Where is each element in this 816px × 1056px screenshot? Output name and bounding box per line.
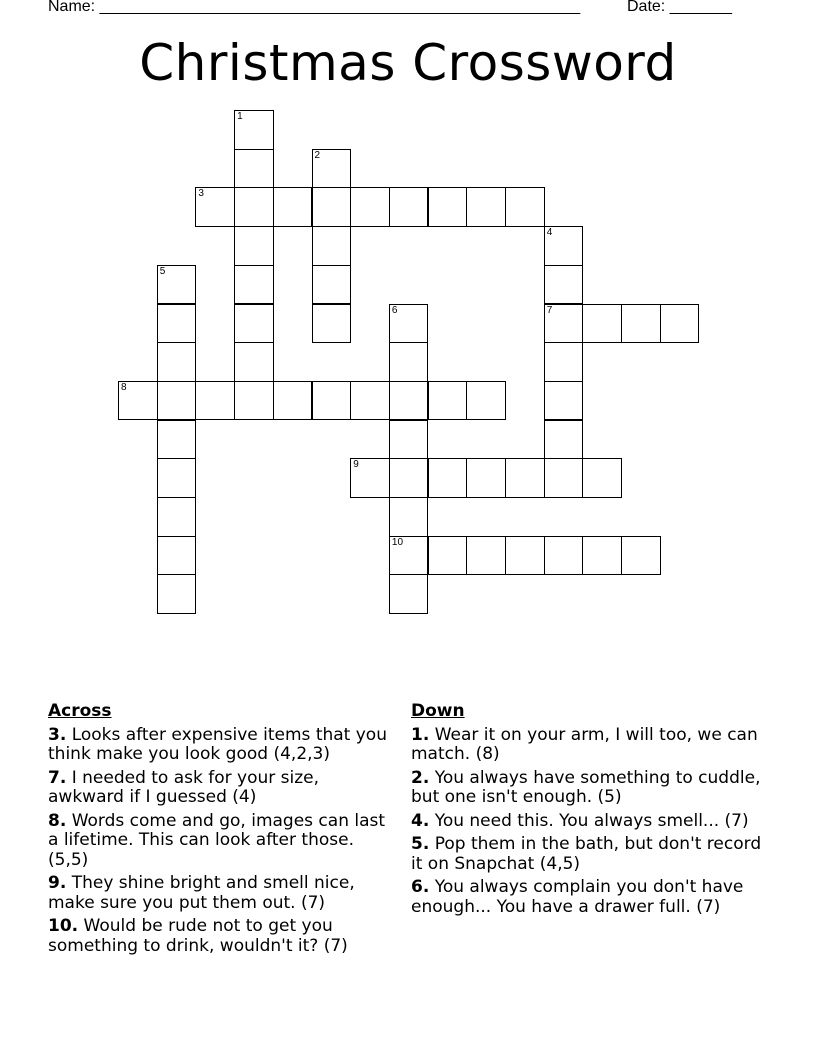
grid-cell[interactable] bbox=[389, 187, 429, 227]
grid-cell[interactable] bbox=[312, 187, 352, 227]
grid-cell[interactable] bbox=[544, 458, 584, 498]
grid-cell[interactable] bbox=[544, 342, 584, 382]
clue-text: You always complain you don't have enough... You have a drawer full. (7) bbox=[411, 877, 744, 917]
clue-number-label: 10 bbox=[391, 536, 404, 548]
grid-cell[interactable] bbox=[312, 149, 352, 189]
clue-text: Would be rude not to get you something to drink, wouldn't it? (7) bbox=[48, 916, 348, 956]
grid-cell[interactable] bbox=[582, 304, 622, 344]
clue-number-label: 4 bbox=[546, 227, 553, 239]
grid-cell[interactable] bbox=[350, 187, 390, 227]
clue-across-7 bbox=[48, 769, 393, 808]
clue-down-2 bbox=[411, 769, 771, 808]
grid-cell[interactable] bbox=[157, 458, 197, 498]
clue-number-label: 3 bbox=[198, 188, 204, 200]
clue-number: 1. bbox=[411, 724, 430, 745]
grid-cell[interactable] bbox=[389, 574, 429, 614]
clue-across-3 bbox=[48, 726, 393, 765]
clue-text: Looks after expensive items that you think make you look good (4,2,3) bbox=[48, 724, 387, 764]
page-title: Christmas Crossword bbox=[139, 34, 677, 92]
clue-down-5 bbox=[411, 835, 771, 874]
grid-cell[interactable] bbox=[118, 381, 158, 421]
clue-number-label: 1 bbox=[237, 111, 243, 122]
grid-cell[interactable] bbox=[273, 381, 313, 421]
grid-cell[interactable] bbox=[157, 265, 197, 305]
clue-text: They shine bright and smell nice, make sure you put them out. (7) bbox=[48, 873, 355, 913]
across-clues bbox=[48, 702, 393, 960]
clue-number: 5. bbox=[411, 834, 430, 854]
grid-cell[interactable] bbox=[157, 381, 197, 421]
name-field[interactable]: Name: ______________________________________________________ bbox=[48, 0, 581, 15]
grid-cell[interactable] bbox=[195, 381, 235, 421]
clue-number: 10. bbox=[48, 916, 79, 936]
grid-cell[interactable] bbox=[582, 536, 622, 576]
grid-cell[interactable] bbox=[621, 536, 661, 576]
grid-cell[interactable] bbox=[466, 187, 506, 227]
clue-down-1 bbox=[411, 726, 771, 765]
grid-cell[interactable] bbox=[350, 458, 390, 498]
clue-text: You need this. You always smell... (7) bbox=[434, 810, 749, 831]
grid-cell[interactable] bbox=[312, 226, 352, 266]
grid-cell[interactable] bbox=[544, 226, 584, 266]
grid-cell[interactable] bbox=[466, 381, 506, 421]
grid-cell[interactable] bbox=[234, 110, 274, 150]
grid-cell[interactable] bbox=[466, 536, 506, 576]
grid-cell[interactable] bbox=[157, 497, 197, 537]
grid-cell[interactable] bbox=[389, 420, 429, 460]
grid-cell[interactable] bbox=[428, 458, 468, 498]
grid-cell[interactable] bbox=[389, 381, 429, 421]
grid-cell[interactable] bbox=[234, 304, 274, 344]
clue-number-label: 5 bbox=[159, 265, 166, 277]
grid-cell[interactable] bbox=[428, 536, 468, 576]
grid-cell[interactable] bbox=[195, 187, 235, 227]
grid-cell[interactable] bbox=[234, 226, 274, 266]
grid-cell[interactable] bbox=[389, 497, 429, 537]
clue-number-label: 9 bbox=[353, 459, 359, 471]
clue-text: Words come and go, images can last a lifetime. This can look after those. (5,5) bbox=[48, 810, 386, 870]
grid-cell[interactable] bbox=[428, 381, 468, 421]
grid-cell[interactable] bbox=[544, 420, 584, 460]
clue-text: I needed to ask for your size, awkward if I guessed (4) bbox=[48, 767, 320, 807]
grid-cell[interactable] bbox=[544, 265, 584, 305]
clue-number-label: 7 bbox=[546, 304, 553, 316]
grid-cell[interactable] bbox=[544, 536, 584, 576]
grid-cell[interactable] bbox=[466, 458, 506, 498]
clue-number: 2. bbox=[411, 767, 430, 788]
clue-down-6 bbox=[411, 878, 771, 917]
grid-cell[interactable] bbox=[312, 381, 352, 421]
grid-cell[interactable] bbox=[312, 265, 352, 305]
grid-cell[interactable] bbox=[544, 381, 584, 421]
grid-cell[interactable] bbox=[234, 187, 274, 227]
grid-cell[interactable] bbox=[505, 458, 545, 498]
grid-cell[interactable] bbox=[544, 304, 584, 344]
clue-number: 6. bbox=[411, 877, 430, 897]
down-clues bbox=[411, 702, 771, 921]
grid-cell[interactable] bbox=[234, 381, 274, 421]
grid-cell[interactable] bbox=[505, 187, 545, 227]
clue-across-8 bbox=[48, 812, 393, 871]
clue-number: 7. bbox=[48, 767, 67, 788]
clue-number: 4. bbox=[411, 810, 430, 831]
clue-text: You always have something to cuddle, but one isn't enough. (5) bbox=[411, 767, 761, 807]
grid-cell[interactable] bbox=[505, 536, 545, 576]
down-heading: Down bbox=[411, 701, 465, 721]
clue-number-label: 6 bbox=[391, 304, 398, 316]
grid-cell[interactable] bbox=[157, 420, 197, 460]
grid-cell[interactable] bbox=[428, 187, 468, 227]
grid-cell[interactable] bbox=[312, 304, 352, 344]
grid-cell[interactable] bbox=[350, 381, 390, 421]
grid-cell[interactable] bbox=[621, 304, 661, 344]
clue-across-9 bbox=[48, 874, 393, 913]
grid-cell[interactable] bbox=[389, 458, 429, 498]
date-field[interactable]: Date: _______ bbox=[627, 0, 732, 15]
clue-number-label: 2 bbox=[314, 149, 321, 161]
clue-text: Wear it on your arm, I will too, we can match. (8) bbox=[411, 724, 758, 764]
grid-cell[interactable] bbox=[157, 536, 197, 576]
grid-cell[interactable] bbox=[389, 342, 429, 382]
clue-down-4 bbox=[411, 812, 771, 832]
across-heading: Across bbox=[48, 701, 112, 721]
grid-cell[interactable] bbox=[389, 536, 429, 576]
grid-cell[interactable] bbox=[157, 304, 197, 344]
grid-cell[interactable] bbox=[157, 342, 197, 382]
clue-across-10 bbox=[48, 917, 393, 956]
grid-cell[interactable] bbox=[234, 149, 274, 189]
clue-number-label: 8 bbox=[121, 381, 127, 393]
grid-cell[interactable] bbox=[389, 304, 429, 344]
grid-cell[interactable] bbox=[582, 458, 622, 498]
clue-number: 3. bbox=[48, 724, 67, 745]
grid-cell[interactable] bbox=[234, 265, 274, 305]
grid-cell[interactable] bbox=[660, 304, 700, 344]
grid-cell[interactable] bbox=[157, 574, 197, 614]
grid-cell[interactable] bbox=[234, 342, 274, 382]
grid-cell[interactable] bbox=[273, 187, 313, 227]
clue-number: 9. bbox=[48, 873, 67, 893]
clue-text: Pop them in the bath, but don't record it on Snapchat (4,5) bbox=[411, 834, 762, 874]
clue-number: 8. bbox=[48, 810, 67, 831]
